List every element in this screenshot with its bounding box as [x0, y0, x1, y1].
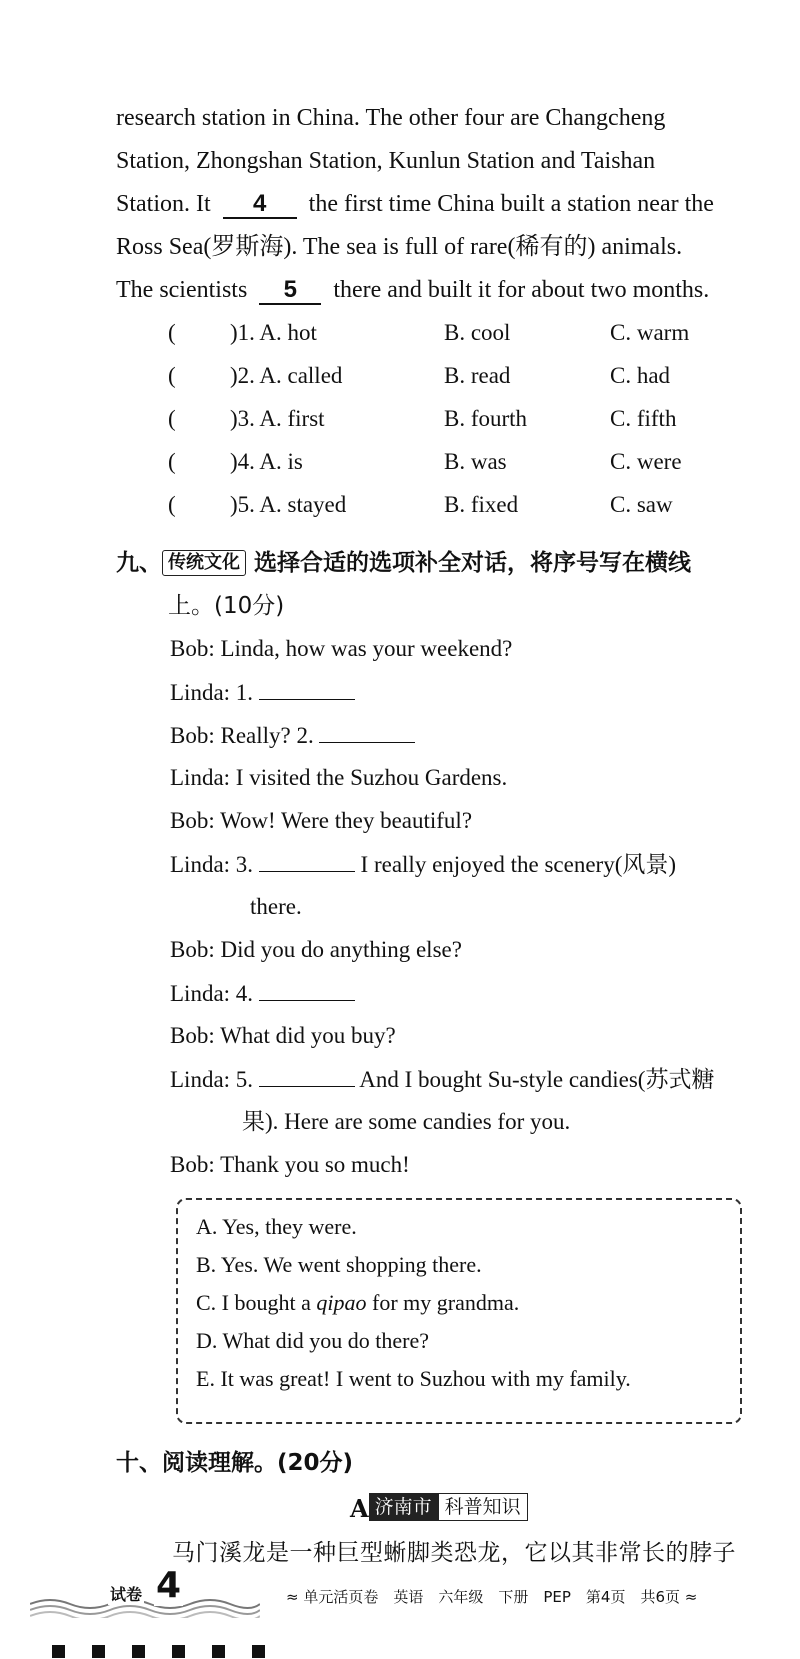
option-row-4: [168, 447, 728, 477]
section-number: 九、: [116, 550, 162, 576]
section-tag: 传统文化: [162, 550, 246, 576]
section-9-title-cont: 上。(10分): [168, 593, 285, 619]
reading-letter: A: [350, 1494, 369, 1523]
option-c: C. were: [610, 449, 682, 474]
reading-a-header: [350, 1493, 528, 1523]
blank-5: 5: [259, 277, 321, 305]
footer-label: 试卷: [108, 1582, 144, 1605]
section-10-title: 十、阅读理解。(20分): [116, 1450, 354, 1476]
answer-paren[interactable]: (: [168, 320, 176, 345]
choice-c: [196, 1288, 519, 1318]
dialogue-line: [170, 677, 355, 708]
choice-b: B. Yes. We went shopping there.: [196, 1252, 482, 1277]
choice-e: E. It was great! I went to Suzhou with my family.: [196, 1366, 631, 1391]
option-b: B. was: [444, 449, 507, 474]
dialogue-line: [170, 978, 355, 1009]
passage-text: there and built it for about two months.: [333, 277, 710, 303]
dialogue-line: Bob: Linda, how was your weekend?: [170, 636, 513, 661]
registration-mark: [52, 1645, 65, 1658]
footer-info: ≈ 单元活页卷 英语 六年级 下册 PEP 第4页 共6页 ≈: [286, 1588, 698, 1606]
passage-text: The scientists: [116, 277, 248, 303]
option-a: )1. A. hot: [230, 320, 317, 345]
answer-blank-4[interactable]: [259, 978, 355, 1001]
answer-paren[interactable]: (: [168, 363, 176, 388]
city-tag: 济南市: [369, 1493, 438, 1521]
option-b: B. fixed: [444, 492, 519, 517]
dialogue-line: Bob: Did you do anything else?: [170, 937, 462, 962]
option-row-5: [168, 490, 728, 520]
reading-first-line: 马门溪龙是一种巨型蜥脚类恐龙，它以其非常长的脖子: [172, 1540, 736, 1566]
option-a: )4. A. is: [230, 449, 303, 474]
registration-mark: [132, 1645, 145, 1658]
dialogue-text: Linda: 3.: [170, 852, 254, 877]
registration-mark: [252, 1645, 265, 1658]
blank-4: 4: [223, 191, 297, 219]
answer-blank-5[interactable]: [259, 1064, 355, 1087]
option-b: B. fourth: [444, 406, 528, 431]
answer-blank-1[interactable]: [259, 677, 355, 700]
passage-line-3: [116, 189, 714, 219]
passage-text: Station. It: [116, 191, 211, 217]
choice-italic: qipao: [316, 1290, 367, 1315]
option-a: )2. A. called: [230, 363, 343, 388]
option-row-3: [168, 404, 728, 434]
choices-box: [176, 1198, 742, 1424]
dialogue-line: Linda: I visited the Suzhou Gardens.: [170, 765, 508, 790]
registration-mark: [212, 1645, 225, 1658]
passage-line-5: [116, 275, 709, 305]
option-c: C. fifth: [610, 406, 677, 431]
option-a: )3. A. first: [230, 406, 325, 431]
dialogue-text: Linda: 4.: [170, 981, 254, 1006]
option-c: C. saw: [610, 492, 673, 517]
option-c: C. warm: [610, 320, 690, 345]
passage-line-2: Station, Zhongshan Station, Kunlun Station and Taishan: [116, 148, 656, 174]
dialogue-text: And I bought Su-style candies(苏式糖: [359, 1067, 715, 1092]
dialogue-text: I really enjoyed the scenery(风景): [360, 852, 677, 877]
answer-blank-3[interactable]: [259, 849, 355, 872]
footer-wave-decoration: [30, 1570, 260, 1618]
answer-blank-2[interactable]: [319, 720, 415, 743]
dialogue-text: Linda: 1.: [170, 680, 254, 705]
option-row-2: [168, 361, 728, 391]
section-9-title: [116, 547, 691, 579]
answer-paren[interactable]: (: [168, 449, 176, 474]
dialogue-line: Bob: Thank you so much!: [170, 1152, 410, 1177]
choice-text: C. I bought a: [196, 1290, 311, 1315]
dialogue-line: Bob: Wow! Were they beautiful?: [170, 808, 473, 833]
choice-a: A. Yes, they were.: [196, 1214, 357, 1239]
topic-tag: 科普知识: [438, 1493, 528, 1521]
footer-page-number: 4: [156, 1565, 182, 1606]
answer-paren[interactable]: (: [168, 406, 176, 431]
option-b: B. cool: [444, 320, 511, 345]
choice-text: for my grandma.: [372, 1290, 520, 1315]
answer-paren[interactable]: (: [168, 492, 176, 517]
dialogue-line: [170, 720, 415, 751]
dialogue-text: Bob: Really? 2.: [170, 723, 314, 748]
option-c: C. had: [610, 363, 671, 388]
option-b: B. read: [444, 363, 511, 388]
registration-mark: [92, 1645, 105, 1658]
passage-line-4: Ross Sea(罗斯海). The sea is full of rare(稀有的) animals.: [116, 234, 683, 260]
dialogue-line: Bob: What did you buy?: [170, 1023, 396, 1048]
dialogue-line: there.: [250, 894, 302, 919]
option-a: )5. A. stayed: [230, 492, 347, 517]
choice-d: D. What did you do there?: [196, 1328, 429, 1353]
passage-line-1: research station in China. The other four are Changcheng: [116, 105, 666, 131]
dialogue-text: Linda: 5.: [170, 1067, 254, 1092]
dialogue-line: 果). Here are some candies for you.: [242, 1109, 571, 1134]
section-instruction: 选择合适的选项补全对话，将序号写在横线: [254, 550, 692, 576]
option-row-1: [168, 318, 728, 348]
dialogue-line: [170, 849, 676, 880]
dialogue-line: [170, 1064, 714, 1095]
registration-mark: [172, 1645, 185, 1658]
passage-text: the first time China built a station near the: [308, 191, 714, 217]
